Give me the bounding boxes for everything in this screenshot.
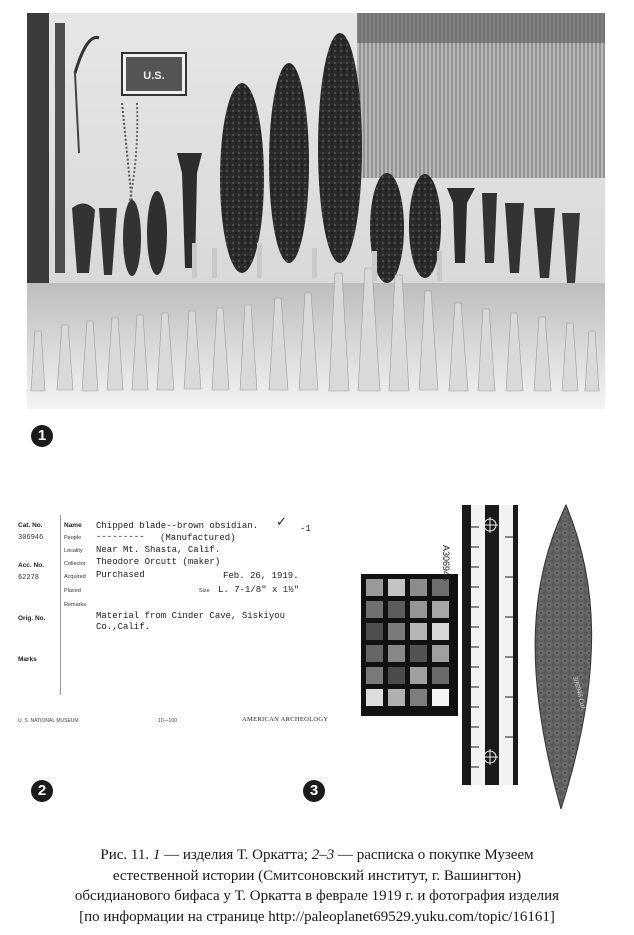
label-orig-no: Orig. No. bbox=[18, 615, 46, 622]
label-collector: Collector bbox=[64, 561, 86, 567]
label-placed: Placed bbox=[64, 588, 81, 594]
blade-inscription: 306946 Cal. bbox=[571, 675, 588, 711]
size-value: L. 7-1/8" x 1½" bbox=[218, 585, 300, 595]
label-remarks: Remarks bbox=[64, 602, 87, 608]
caption-mid: — изделия Т. Оркатта; bbox=[160, 847, 312, 863]
cat-no-value: 306946 bbox=[18, 534, 44, 542]
figure-number-3: 3 bbox=[303, 780, 325, 802]
color-checker bbox=[361, 574, 458, 716]
blade-photo bbox=[361, 497, 609, 809]
figure-caption bbox=[20, 845, 614, 927]
label-name: Name bbox=[64, 522, 82, 529]
caption-item-2-3: 2–3 bbox=[311, 847, 335, 863]
label-cat-no: Cat. No. bbox=[18, 522, 43, 529]
exhibit-photo-drawing bbox=[27, 13, 605, 409]
caption-item-1: 1 bbox=[152, 847, 161, 863]
caption-suffix: — расписка о покупке Музеем bbox=[334, 847, 534, 863]
remarks-line-2: Co.,Calif. bbox=[96, 622, 151, 632]
date-value: Feb. 26, 1919. bbox=[223, 571, 299, 581]
people-value: --------- bbox=[96, 532, 145, 542]
ruler-label: A306945 bbox=[441, 545, 451, 582]
caption-line-4: [по информации на странице http://paleoplanet69529.yuku.com/topic/16161] bbox=[79, 908, 555, 925]
label-people: People bbox=[64, 535, 82, 541]
figure-number-1: 1 bbox=[31, 425, 53, 447]
caption-line-2: естественной истории (Смитсоновский институт, г. Вашингтон) bbox=[112, 867, 522, 884]
scale-ruler bbox=[462, 505, 518, 785]
flag-text: U.S. bbox=[143, 70, 165, 82]
check-suffix: -1 bbox=[300, 524, 311, 534]
name-value: Chipped blade--brown obsidian. bbox=[96, 521, 259, 531]
acquired-value: Purchased bbox=[96, 570, 145, 580]
locality-value: Near Mt. Shasta, Calif. bbox=[96, 545, 221, 555]
manufactured-value: (Manufactured) bbox=[160, 533, 236, 543]
catalog-card bbox=[12, 515, 340, 730]
label-acquired: Acquired bbox=[64, 574, 86, 580]
label-marks: Marks bbox=[18, 656, 37, 663]
card-divider bbox=[60, 515, 61, 695]
obsidian-blade bbox=[535, 505, 592, 809]
blade-photo-drawing bbox=[361, 497, 609, 809]
collector-value: Theodore Orcutt (maker) bbox=[96, 557, 221, 567]
label-size: Size bbox=[199, 588, 210, 594]
exhibit-photo bbox=[27, 13, 605, 409]
check-mark: ✓ bbox=[276, 515, 287, 530]
label-acc-no: Acc. No. bbox=[18, 562, 45, 569]
card-footer-mid: 10—100 bbox=[158, 718, 177, 724]
card-footer-right: AMERICAN ARCHEOLOGY bbox=[242, 716, 329, 723]
caption-line-3: обсидианового бифаса у Т. Оркатта в феврале 1919 г. и фотография изделия bbox=[74, 888, 560, 904]
figure-number-2: 2 bbox=[31, 780, 53, 802]
caption-prefix: Рис. 11. bbox=[100, 847, 153, 863]
caption-line-1 bbox=[20, 845, 614, 866]
remarks-line-1: Material from Cinder Cave, Siskiyou bbox=[96, 611, 286, 621]
card-footer-left: U. S. NATIONAL MUSEUM bbox=[18, 718, 79, 724]
label-locality: Locality bbox=[64, 548, 83, 554]
acc-no-value: 62278 bbox=[18, 574, 40, 582]
